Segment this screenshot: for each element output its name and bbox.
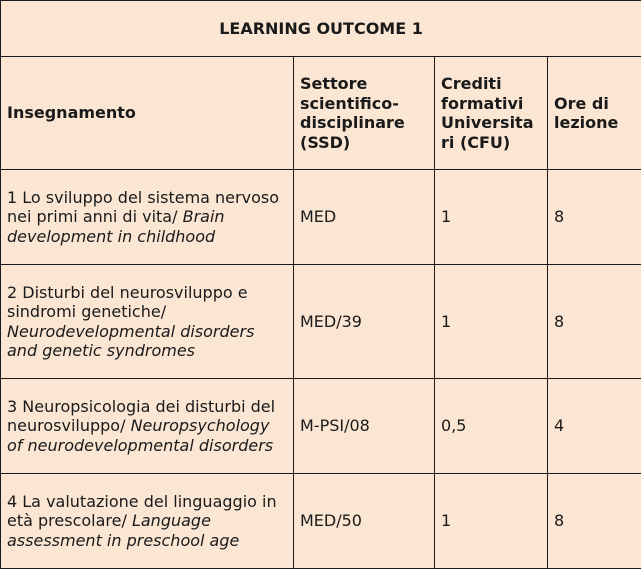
course-cfu: 1	[435, 170, 548, 265]
course-ssd: M-PSI/08	[294, 379, 435, 474]
course-hours: 8	[548, 265, 641, 379]
table-title: LEARNING OUTCOME 1	[1, 1, 641, 57]
header-cfu: Crediti formativi Universitari (CFU)	[435, 57, 548, 170]
header-row	[1, 57, 641, 170]
course-name-it: 2 Disturbi del neurosviluppo e sindromi genetiche/	[7, 282, 248, 321]
course-name	[1, 379, 294, 474]
course-name-it: 1 Lo sviluppo del sistema nervoso nei primi anni di vita/	[7, 187, 279, 227]
course-cfu: 1	[435, 474, 548, 569]
title-row	[1, 1, 641, 57]
table-row	[1, 379, 641, 474]
course-ssd: MED/50	[294, 474, 435, 569]
course-ssd: MED	[294, 170, 435, 265]
course-ssd: MED/39	[294, 265, 435, 379]
table-row	[1, 170, 641, 265]
course-hours: 8	[548, 474, 641, 569]
table-row	[1, 474, 641, 569]
course-cfu: 1	[435, 265, 548, 379]
course-name-en: Neurodevelopmental disorders and genetic syndromes	[7, 321, 255, 360]
course-name	[1, 474, 294, 569]
course-name-en: Language assessment in preschool age	[7, 511, 240, 550]
header-hours: Ore di lezione	[548, 57, 641, 170]
course-name	[1, 265, 294, 379]
header-subject: Insegnamento	[1, 57, 294, 170]
course-name-en: Brain development in childhood	[7, 207, 225, 246]
course-name	[1, 170, 294, 265]
course-cfu: 0,5	[435, 379, 548, 474]
header-ssd: Settore scientifico-disciplinare (SSD)	[294, 57, 435, 170]
table-row	[1, 265, 641, 379]
course-hours: 8	[548, 170, 641, 265]
course-name-it: 3 Neuropsicologia dei disturbi del neurosviluppo/	[7, 396, 276, 436]
course-hours: 4	[548, 379, 641, 474]
course-name-en: Neuropsychology of neurodevelopmental disorders	[7, 416, 274, 455]
course-name-it: 4 La valutazione del linguaggio in età prescolare/	[7, 491, 277, 531]
